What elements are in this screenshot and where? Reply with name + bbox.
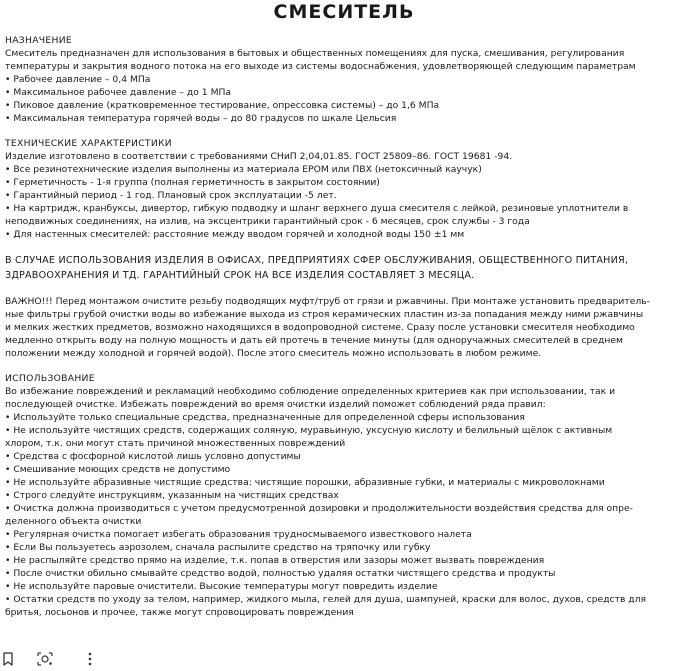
- text-line: ные фильтры грубой очистки воды во избежание выхода из строя керамических пластин из-за попадания между ними ржавчины: [5, 309, 644, 320]
- text-line: Смеситель предназначен для использования в бытовых и общественных помещениях для пуска, смешивания, регулирования: [5, 48, 625, 59]
- bullet-item: • Регулярная очистка помогает избегать образования трудносмываемого известкового налета: [5, 529, 472, 540]
- bullet-item: • Герметичность - 1-я группа (полная герметичность в закрытом состоянии): [5, 177, 380, 188]
- more-vertical-icon[interactable]: [82, 651, 98, 667]
- bullet-item: • Не распыляйте средство прямо на изделие, т.к. попав в отверстия или зазоры может вызвать повреждения: [5, 555, 545, 566]
- text-line: и мелких жестких предметов, возможно находящихся в водопроводной системе. Сразу после установки смесителя необходимо: [5, 322, 635, 333]
- text-line: последующей очистке. Избежать повреждений во время очистки изделий поможет соблюдений ряда правил:: [5, 399, 546, 410]
- text-line: неподвижных соединениях, на излив, на эксцентрики гарантийный срок - 6 месяцев, срок службы - 3 года: [5, 216, 530, 227]
- image-viewer-toolbar: [0, 647, 120, 669]
- bullet-item: • Не используйте абразивные чистящие средства: чистящие порошки, абразивные губки, и материалы с микроволокнами: [5, 477, 605, 488]
- bullet-item: • Пиковое давление (кратковременное тестирование, опрессовка системы) – до 1,6 МПа: [5, 100, 440, 111]
- section-heading-purpose: НАЗНАЧЕНИЕ: [5, 35, 72, 46]
- text-line: ВАЖНО!!! Перед монтажом очистите резьбу подводящих муфт/труб от грязи и ржавчины. При монтаже установить предваритель-: [5, 296, 650, 307]
- text-line: температуры и закрытия водного потока на его выходе из системы водоснабжения, удовлетворяющей следующим параметрам: [5, 61, 636, 72]
- bookmark-icon[interactable]: [0, 651, 16, 667]
- notice-line: ЗДРАВООХРАНЕНИЯ И ТД. ГАРАНТИЙНЫЙ СРОК НА ВСЕ ИЗДЕЛИЯ СОСТАВЛЯЕТ 3 МЕСЯЦА.: [5, 270, 475, 281]
- bullet-item: • Не используйте паровые очистители. Высокие температуры могут повредить изделие: [5, 581, 438, 592]
- important-notice: [5, 295, 683, 360]
- bullet-item: • Если Вы пользуетесь аэрозолем, сначала распылите средство на тряпочку или губку: [5, 542, 431, 553]
- bullet-item: • Не используйте чистящих средств, содержащих соляную, муравьиную, уксусную кислоту и бeлильный щёлок с активным: [5, 425, 613, 436]
- bullet-item: • Используйте только специальные средства, предназначенные для определенной сферы использования: [5, 412, 525, 423]
- document-title: СМЕСИТЕЛЬ: [273, 1, 415, 23]
- bullet-item: • Рабочее давление – 0,4 МПа: [5, 74, 151, 85]
- bullet-item: • Смешивание моющих средств не допустимо: [5, 464, 231, 475]
- document-page: [5, 0, 683, 619]
- section-purpose: [5, 34, 683, 125]
- bullet-item: • Максимальная температура горячей воды – до 80 градусов по шкале Цельсия: [5, 113, 397, 124]
- text-line: Во избежание повреждений и рекламаций необходимо соблюдение определенных критериев как при использовании, так и: [5, 386, 616, 397]
- bullet-item: • Все резинотехнические изделия выполнены из материала EPOM или ПВХ (нетоксичный каучук): [5, 164, 482, 175]
- text-line: хлором, т.к. они могут стать причиной множественных повреждений: [5, 438, 346, 449]
- search-lens-icon[interactable]: [36, 651, 52, 667]
- bullet-item: • Для настенных смесителей: расстояние между вводом горячей и холодной воды 150 ±1 мм: [5, 229, 465, 240]
- text-line: медленно открыть воду на полную мощность и дать ей протечь в течение минуты (для одноручажных смесителей в среднем: [5, 335, 623, 346]
- section-usage: [5, 372, 683, 619]
- office-warranty-notice: [5, 253, 683, 283]
- section-heading-specs: ТЕХНИЧЕСКИЕ ХАРАКТЕРИСТИКИ: [5, 138, 172, 149]
- bullet-item: • На картридж, кранбуксы, дивертор, гибкую подводку и шланг верхнего душа смесителя с лейкой, резиновые уплотнители в: [5, 203, 629, 214]
- bullet-item: • Гарантийный период - 1 год. Плановый срок эксплуатации -5 лет.: [5, 190, 337, 201]
- section-heading-usage: ИСПОЛЬЗОВАНИЕ: [5, 373, 95, 384]
- text-line: бритья, лосьонов и прочее, также могут спровоцировать повреждения: [5, 607, 354, 618]
- text-line: Изделие изготовлено в соответствии с требованиями СНиП 2,04,01.85. ГОСТ 25809–86. ГОСТ 19681 -94.: [5, 151, 513, 162]
- bullet-item: • После очистки обильно смывайте средство водой, полностью удаляя остатки чистящего средства и продукты: [5, 568, 556, 579]
- bullet-item: • Максимальное рабочее давление – до 1 МПа: [5, 87, 232, 98]
- text-line: деленного объекта очистки: [5, 516, 142, 527]
- section-specs: [5, 137, 683, 241]
- bullet-item: • Остатки средств по уходу за телом, например, жидкого мыла, гелей для душа, шампуней, краски для волос, духов, средств для: [5, 594, 647, 605]
- notice-line: В СЛУЧАЕ ИСПОЛЬЗОВАНИЯ ИЗДЕЛИЯ В ОФИСАХ, ПРЕДПРИЯТИЯХ СФЕР ОБСЛУЖИВАНИЯ, ОБЩЕСТВЕННОГО ПИТАНИЯ,: [5, 255, 629, 266]
- text-line: положении между холодной и горячей водой). После этого смеситель можно использовать в любом режиме.: [5, 348, 542, 359]
- bullet-item: • Очистка должна производиться с учетом предусмотренной дозировки и продолжительности воздействия средства для опре-: [5, 503, 633, 514]
- bullet-item: • Средства с фосфорной кислотой лишь условно допустимы: [5, 451, 301, 462]
- bullet-item: • Строго следуйте инструкциям, указанным на чистящих средствах: [5, 490, 339, 501]
